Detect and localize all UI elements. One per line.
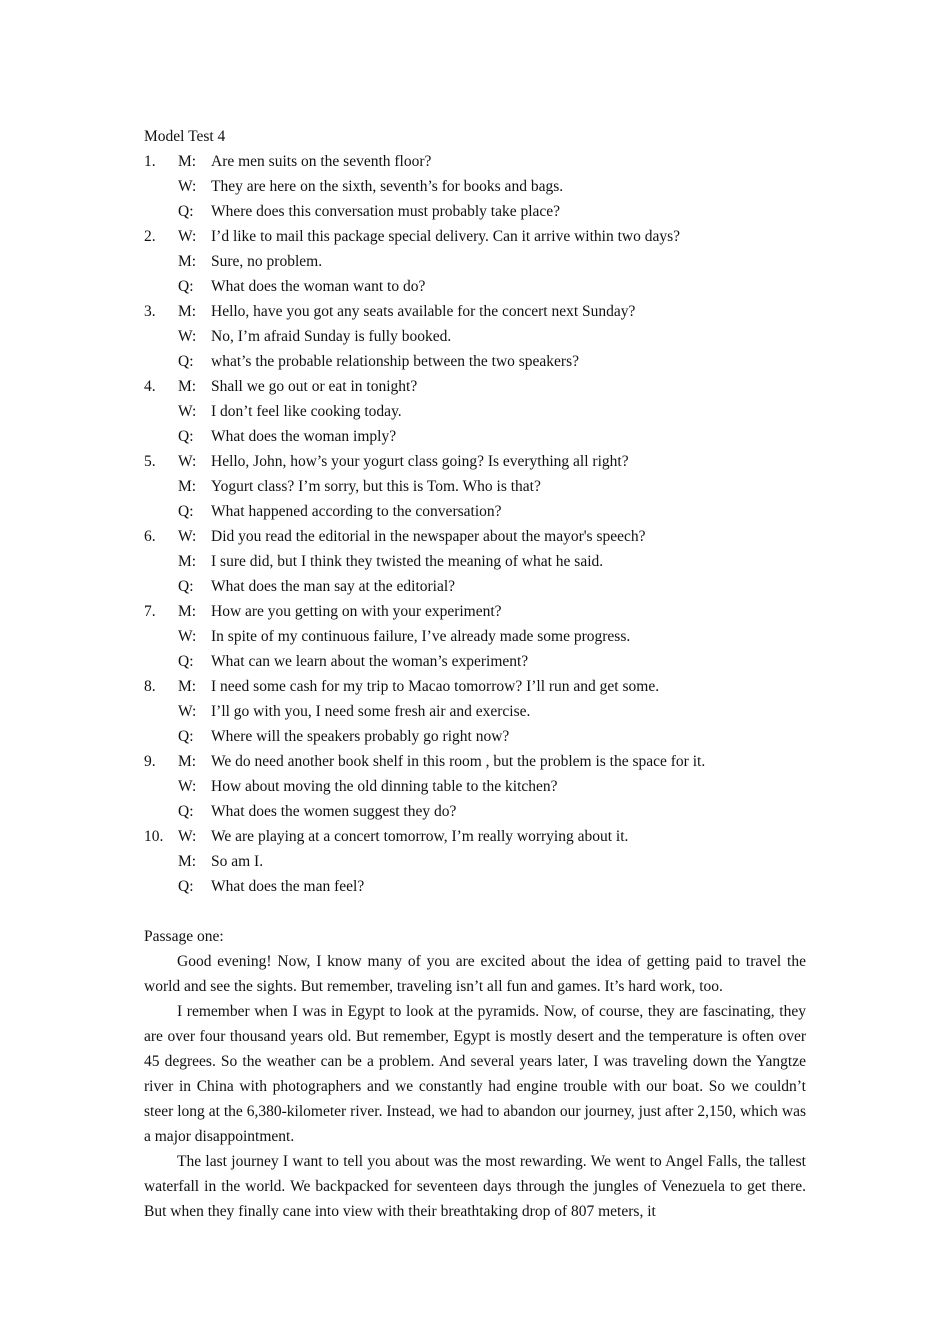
question-number [144,174,178,199]
speaker-label: M: [178,753,197,770]
speaker-label: M: [178,478,197,495]
dialogue-text: I need some cash for my trip to Macao tomorrow? I’ll run and get some. [211,678,660,695]
dialogue-text: Where does this conversation must probably take place? [211,203,561,220]
dialogue-text: I’d like to mail this package special delivery. Can it arrive within two days? [211,228,681,245]
speaker-label: Q: [178,803,194,820]
dialogue-line [144,749,806,774]
section-spacer [144,899,806,924]
question-number [144,774,178,799]
speaker-label: Q: [178,503,194,520]
dialogue-text: I’ll go with you, I need some fresh air and exercise. [211,703,531,720]
dialogue-line [144,299,806,324]
dialogue-line [144,474,806,499]
passage-paragraph: Good evening! Now, I know many of you are excited about the idea of getting paid to travel the world and see the sights. But remember, traveling isn’t all fun and games. It’s hard work, too. [144,953,806,995]
question-number: 1. [144,153,156,170]
dialogue-text: What does the woman imply? [211,428,397,445]
speaker-label: W: [178,328,197,345]
dialogue-line [144,199,806,224]
speaker-label: Q: [178,428,194,445]
question-number [144,624,178,649]
speaker-label: M: [178,153,197,170]
dialogue-text: We are playing at a concert tomorrow, I’m really worrying about it. [211,828,629,845]
speaker-label: W: [178,628,197,645]
speaker-label: W: [178,453,197,470]
speaker-label: W: [178,528,197,545]
question-number [144,874,178,899]
dialogue-text: what’s the probable relationship between the two speakers? [211,353,580,370]
dialogue-text: What does the women suggest they do? [211,803,457,820]
dialogue-line [144,874,806,899]
dialogue-text: How about moving the old dinning table to the kitchen? [211,778,558,795]
speaker-label: M: [178,378,197,395]
dialogue-line [144,574,806,599]
question-number [144,799,178,824]
question-number [144,499,178,524]
dialogue-line [144,374,806,399]
speaker-label: Q: [178,728,194,745]
question-number [144,399,178,424]
document-page [144,124,806,1224]
speaker-label: Q: [178,653,194,670]
dialogue-line [144,399,806,424]
passage-heading: Passage one: [144,928,224,945]
question-number [144,474,178,499]
dialogue-line [144,224,806,249]
dialogue-text: I sure did, but I think they twisted the meaning of what he said. [211,553,604,570]
question-number: 9. [144,753,156,770]
question-number [144,699,178,724]
question-number [144,724,178,749]
dialogue-line [144,774,806,799]
dialogue-line [144,174,806,199]
dialogue-text: In spite of my continuous failure, I’ve already made some progress. [211,628,631,645]
question-number [144,249,178,274]
dialogue-line [144,549,806,574]
passage-paragraph: The last journey I want to tell you about was the most rewarding. We went to Angel Falls, the tallest waterfall in the world. We backpacked for seventeen days through the jungles of Venezuela to get there. But when they finally cane into view with their breathtaking drop of 807 meters, it [144,1153,806,1220]
speaker-label: W: [178,703,197,720]
speaker-label: W: [178,778,197,795]
dialogue-line [144,424,806,449]
dialogue-list [144,149,806,899]
question-number [144,549,178,574]
dialogue-line [144,274,806,299]
dialogue-line [144,649,806,674]
dialogue-text: So am I. [211,853,264,870]
dialogue-text: What does the man feel? [211,878,365,895]
speaker-label: W: [178,403,197,420]
speaker-label: W: [178,228,197,245]
dialogue-text: I don’t feel like cooking today. [211,403,402,420]
dialogue-line [144,499,806,524]
dialogue-text: What happened according to the conversation? [211,503,502,520]
speaker-label: M: [178,253,197,270]
dialogue-line [144,449,806,474]
dialogue-text: Did you read the editorial in the newspaper about the mayor's speech? [211,528,646,545]
dialogue-line [144,674,806,699]
question-number: 7. [144,603,156,620]
dialogue-line [144,324,806,349]
speaker-label: M: [178,603,197,620]
speaker-label: M: [178,678,197,695]
question-number: 3. [144,303,156,320]
question-number: 8. [144,678,156,695]
dialogue-text: No, I’m afraid Sunday is fully booked. [211,328,452,345]
dialogue-text: What can we learn about the woman’s experiment? [211,653,529,670]
speaker-label: Q: [178,353,194,370]
dialogue-text: Where will the speakers probably go right now? [211,728,510,745]
question-number [144,424,178,449]
speaker-label: Q: [178,203,194,220]
dialogue-text: Yogurt class? I’m sorry, but this is Tom. Who is that? [211,478,541,495]
dialogue-line [144,149,806,174]
dialogue-text: What does the man say at the editorial? [211,578,456,595]
dialogue-line [144,849,806,874]
question-number [144,574,178,599]
dialogue-line [144,724,806,749]
dialogue-text: Sure, no problem. [211,253,323,270]
question-number [144,274,178,299]
speaker-label: M: [178,553,197,570]
dialogue-text: We do need another book shelf in this room , but the problem is the space for it. [211,753,706,770]
dialogue-line [144,249,806,274]
question-number [144,349,178,374]
dialogue-text: Are men suits on the seventh floor? [211,153,432,170]
dialogue-text: Hello, John, how’s your yogurt class going? Is everything all right? [211,453,629,470]
dialogue-text: They are here on the sixth, seventh’s for books and bags. [211,178,564,195]
dialogue-line [144,524,806,549]
speaker-label: Q: [178,578,194,595]
dialogue-line [144,699,806,724]
question-number [144,199,178,224]
question-number: 6. [144,528,156,545]
dialogue-text: What does the woman want to do? [211,278,426,295]
speaker-label: W: [178,178,197,195]
dialogue-text: How are you getting on with your experiment? [211,603,502,620]
question-number: 5. [144,453,156,470]
dialogue-line [144,799,806,824]
page-title: Model Test 4 [144,128,226,145]
question-number [144,324,178,349]
question-number [144,849,178,874]
question-number: 2. [144,228,156,245]
dialogue-line [144,824,806,849]
passage-body [144,949,806,1224]
dialogue-text: Hello, have you got any seats available for the concert next Sunday? [211,303,636,320]
dialogue-line [144,599,806,624]
passage-paragraph: I remember when I was in Egypt to look at the pyramids. Now, of course, they are fascinating, they are over four thousand years old. But remember, Egypt is mostly desert and the temperature is often over 45 degrees. So the weather can be a problem. And several years later, I was traveling down the Yangtze river in China with photographers and we constantly had engine trouble with our boat. So we couldn’t steer long at the 6,380-kilometer river. Instead, we had to abandon our journey, just after 2,150, which was a major disappointment. [144,1003,806,1145]
speaker-label: W: [178,828,197,845]
dialogue-line [144,349,806,374]
speaker-label: Q: [178,878,194,895]
question-number: 10. [144,828,164,845]
question-number [144,649,178,674]
speaker-label: M: [178,853,197,870]
dialogue-text: Shall we go out or eat in tonight? [211,378,418,395]
speaker-label: Q: [178,278,194,295]
question-number: 4. [144,378,156,395]
dialogue-line [144,624,806,649]
speaker-label: M: [178,303,197,320]
